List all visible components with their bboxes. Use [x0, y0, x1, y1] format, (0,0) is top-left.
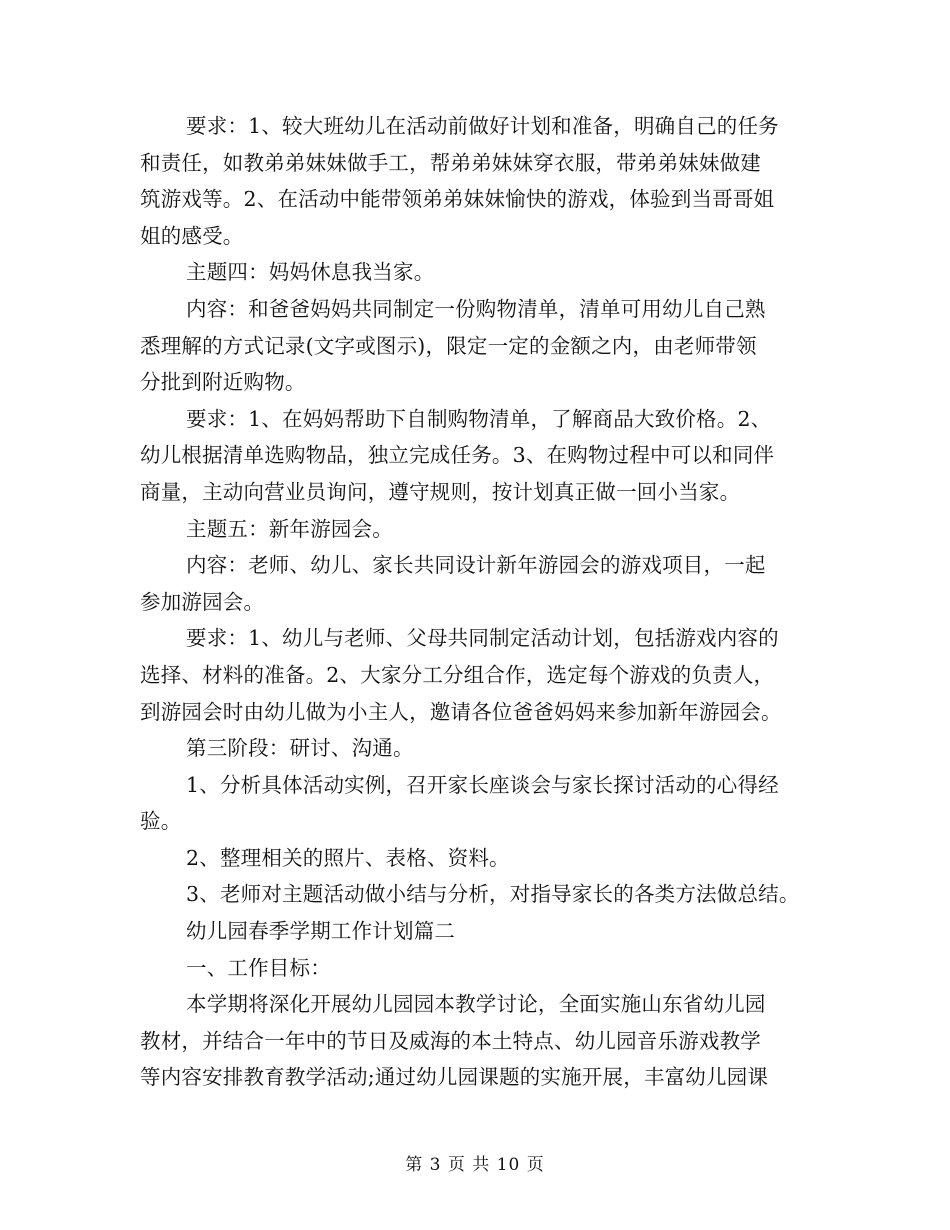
text-line: 验。 — [140, 809, 182, 834]
page-footer: 第 3 页 共 10 页 — [405, 1155, 545, 1175]
text-line: 要求：1、幼儿与老师、父母共同制定活动计划，包括游戏内容的 — [186, 626, 779, 651]
text-line: 和责任，如教弟弟妹妹做手工，帮弟弟妹妹穿衣服，带弟弟妹妹做建 — [140, 150, 761, 175]
text-line: 要求：1、在妈妈帮助下自制购物清单，了解商品大致价格。2、 — [186, 406, 772, 431]
text-line: 内容：老师、幼儿、家长共同设计新年游园会的游戏项目，一起 — [186, 553, 766, 578]
section-heading: 第三阶段：研讨、沟通。 — [186, 736, 414, 761]
section-heading: 一、工作目标： — [186, 955, 331, 980]
text-line: 选择、材料的准备。2、大家分工分组合作，选定每个游戏的负责人， — [140, 662, 775, 687]
text-line: 幼儿根据清单选购物品，独立完成任务。3、在购物过程中可以和同伴 — [140, 443, 775, 468]
document-body — [140, 108, 830, 1096]
text-line: 姐的感受。 — [140, 223, 244, 248]
text-line: 到游园会时由幼儿做为小主人，邀请各位爸爸妈妈来参加新年游园会。 — [140, 699, 782, 724]
text-line: 要求：1、较大班幼儿在活动前做好计划和准备，明确自己的任务 — [186, 114, 779, 138]
text-line: 教材，并结合一年中的节日及威海的本土特点、幼儿园音乐游戏教学 — [140, 1028, 761, 1053]
text-line: 内容：和爸爸妈妈共同制定一份购物清单，清单可用幼儿自己熟 — [186, 296, 766, 321]
text-line: 悉理解的方式记录(文字或图示)，限定一定的金额之内，由老师带领 — [140, 333, 757, 358]
section-heading: 主题五：新年游园会。 — [186, 516, 393, 541]
text-line: 商量，主动向营业员询问，遵守规则，按计划真正做一回小当家。 — [140, 479, 741, 504]
text-line: 3、老师对主题活动做小结与分析，对指导家长的各类方法做总结。 — [186, 882, 800, 907]
text-line: 2、整理相关的照片、表格、资料。 — [186, 845, 510, 870]
text-line: 本学期将深化开展幼儿园园本教学讨论，全面实施山东省幼儿园 — [186, 992, 766, 1017]
text-line: 等内容安排教育教学活动;通过幼儿园课题的实施开展，丰富幼儿园课 — [140, 1065, 769, 1090]
text-line: 筑游戏等。2、在活动中能带领弟弟妹妹愉快的游戏，体验到当哥哥姐 — [140, 187, 775, 212]
text-line: 分批到附近购物。 — [140, 370, 306, 395]
document-subtitle: 幼儿园春季学期工作计划篇二 — [186, 919, 456, 944]
text-line: 参加游园会。 — [140, 589, 265, 614]
section-heading: 主题四：妈妈休息我当家。 — [186, 260, 435, 285]
text-line: 1、分析具体活动实例，召开家长座谈会与家长探讨活动的心得经 — [186, 772, 779, 797]
